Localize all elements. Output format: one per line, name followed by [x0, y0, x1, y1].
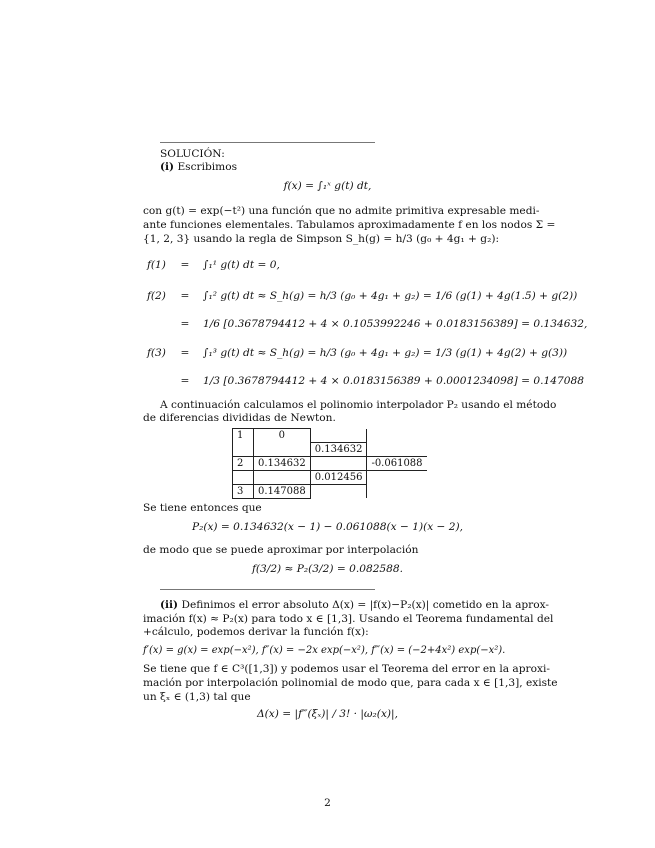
table-cell: 0.134632 — [254, 456, 311, 470]
equals-sign: = — [180, 290, 190, 302]
se-tiene-line: Se tiene entonces que — [143, 502, 262, 514]
part-2-line-3: +cálculo, podemos derivar la función f(x): — [143, 626, 369, 638]
part-2-marker: (ii) — [160, 599, 179, 611]
table-row — [233, 429, 427, 443]
part-2-text: Definimos el error absoluto Δ(x) = |f(x)−P₂(x)| cometido en la aprox- — [181, 599, 549, 611]
table-cell — [233, 470, 254, 484]
equation-rhs: ∫₁² g(t) dt ≈ S_h(g) = h/3 (g₀ + 4g₁ + g₂) = 1/6 (g(1) + 4g(1.5) + g(2)) — [203, 290, 578, 302]
error-formula: Δ(x) = |f‴(ξₓ)| / 3! · |ω₂(x)|, — [257, 708, 398, 720]
table-cell: 0.147088 — [254, 484, 311, 498]
equation-rhs: 1/6 [0.3678794412 + 4 × 0.1053992246 + 0.0183156389] = 0.134632, — [203, 318, 588, 330]
table-row — [233, 470, 427, 484]
equals-sign: = — [180, 375, 190, 387]
table-cell — [367, 429, 427, 443]
paragraph-2-line-2: de diferencias divididas de Newton. — [143, 412, 336, 424]
equation-lhs: f(1) — [147, 259, 166, 271]
part-1-marker: (i) — [160, 161, 175, 173]
equals-sign: = — [180, 318, 190, 330]
table-cell — [367, 484, 427, 498]
part-2-line-4: Se tiene que f ∈ C³([1,3]) y podemos usar el Teorema del error en la aproxi- — [143, 663, 550, 675]
paragraph-1-line-1: con g(t) = exp(−t²) una función que no admite primitiva expresable medi- — [143, 205, 540, 217]
part-1-line — [160, 161, 237, 174]
table-cell — [310, 456, 367, 470]
table-cell — [254, 470, 311, 484]
table-cell — [310, 429, 367, 443]
table-cell: 0 — [254, 429, 311, 443]
table-cell — [367, 470, 427, 484]
table-cell: 2 — [233, 456, 254, 470]
equation-rhs: ∫₁¹ g(t) dt = 0, — [203, 259, 280, 271]
table-row — [233, 456, 427, 470]
equation-lhs: f(3) — [147, 347, 166, 359]
equals-sign: = — [180, 259, 190, 271]
table-row — [233, 442, 427, 456]
part-2-line-2: imación f(x) ≈ P₂(x) para todo x ∈ [1,3]. Usando el Teorema fundamental del — [143, 613, 554, 625]
divided-differences-table — [232, 428, 427, 499]
equals-sign: = — [180, 347, 190, 359]
equation-rhs: ∫₁³ g(t) dt ≈ S_h(g) = h/3 (g₀ + 4g₁ + g₂) = 1/3 (g(1) + 4g(2) + g(3)) — [203, 347, 568, 359]
page-number: 2 — [324, 797, 331, 809]
table-cell: 1 — [233, 429, 254, 443]
table-row — [233, 484, 427, 498]
part-2-line-6: un ξₓ ∈ (1,3) tal que — [143, 691, 251, 703]
paragraph-1-line-3: {1, 2, 3} usando la regla de Simpson S_h(g) = h/3 (g₀ + 4g₁ + g₂): — [143, 233, 500, 245]
table-cell: 0.134632 — [310, 442, 367, 456]
approximation-result: f(3/2) ≈ P₂(3/2) = 0.082588. — [251, 563, 404, 575]
table-cell — [233, 442, 254, 456]
table-cell: 0.012456 — [310, 470, 367, 484]
paragraph-2-line-1: A continuación calculamos el polinomio interpolador P₂ usando el método — [160, 399, 557, 411]
derivatives-line: f′(x) = g(x) = exp(−x²), f″(x) = −2x exp(−x²), f‴(x) = (−2+4x²) exp(−x²). — [143, 645, 506, 656]
definition-f: f(x) = ∫₁ˣ g(t) dt, — [283, 180, 372, 192]
de-modo-line: de modo que se puede aproximar por interpolación — [143, 544, 419, 556]
solution-heading: SOLUCIÓN: — [160, 148, 225, 160]
part-1-intro: Escribimos — [177, 161, 238, 173]
table-cell — [310, 484, 367, 498]
part-2-line-1 — [160, 599, 549, 612]
table-cell: 3 — [233, 484, 254, 498]
part-2-line-5: mación por interpolación polinomial de modo que, para cada x ∈ [1,3], existe — [143, 677, 558, 689]
interpolating-polynomial: P₂(x) = 0.134632(x − 1) − 0.061088(x − 1)(x − 2), — [191, 521, 464, 533]
top-separator — [160, 142, 375, 143]
equation-rhs: 1/3 [0.3678794412 + 4 × 0.0183156389 + 0.0001234098] = 0.147088 — [203, 375, 584, 387]
table-cell: -0.061088 — [367, 456, 427, 470]
paragraph-1-line-2: ante funciones elementales. Tabulamos aproximadamente f en los nodos Σ = — [143, 219, 556, 231]
table-cell — [254, 442, 311, 456]
equation-lhs: f(2) — [147, 290, 166, 302]
table-cell — [367, 442, 427, 456]
middle-separator — [160, 589, 375, 590]
